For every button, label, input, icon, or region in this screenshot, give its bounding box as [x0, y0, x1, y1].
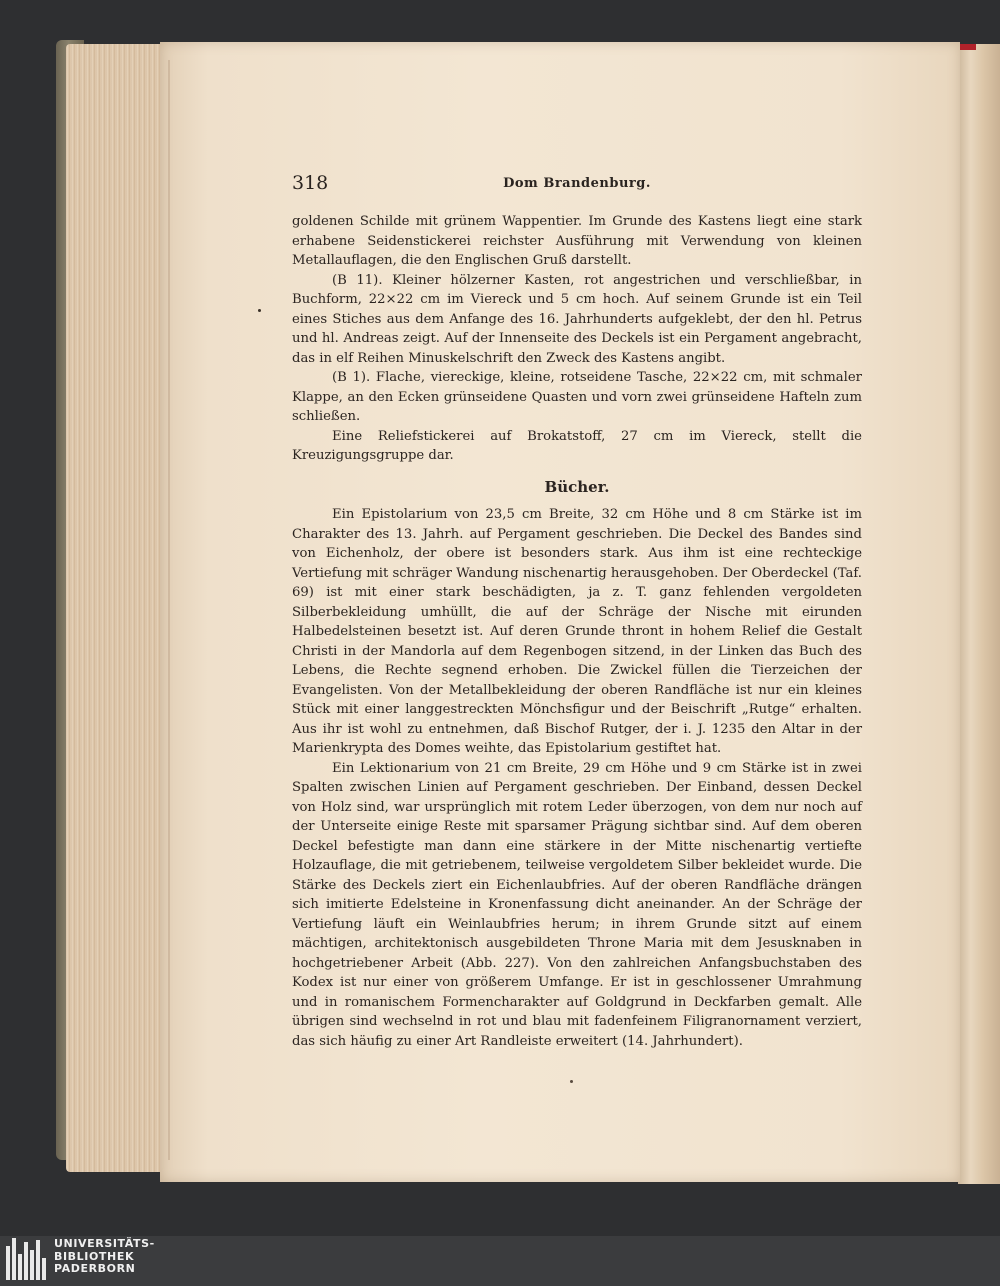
library-name-line: UNIVERSITÄTS- — [54, 1237, 155, 1250]
library-name — [54, 1238, 155, 1276]
paragraph: Eine Reliefstickerei auf Brokatstoff, 27 cm im Viereck, stellt die Kreuzigungsgruppe dar. — [292, 428, 862, 463]
page-header — [292, 170, 862, 198]
paragraph: Ein Epistolarium von 23,5 cm Breite, 32 cm Höhe und 8 cm Stärke ist im Charakter des 13. Jahrh. auf Pergament geschrieben. Die Deckel des Bandes sind von Eichenholz, der obere ist besonders stark. Aus ihm ist eine rechteckige Vertiefung mit schräger Wandung nischenartig herausgehoben. Der Oberdeckel (Taf. 69) ist mit einer stark beschädigten, ja z. T. ganz fehlenden vergoldeten Silberbekleidung umhüllt, die auf der Schräge der Nische mit eirunden Halbedelsteinen besetzt ist. Auf deren Grunde thront in hohem Relief die Gestalt Christi in der Mandorla auf dem Regenbogen sitzend, in der Linken das Buch des Lebens, die Rechte segnend erhoben. Die Zwickel füllen die Tierzeichen der Evangelisten. Von der Metallbekleidung der oberen Randfläche ist nur ein kleines Stück mit einer langgestreckten Mönchsfigur und der Beischrift „Rutge“ erhalten. Aus ihr ist wohl zu entnehmen, daß Bischof Rutger, der i. J. 1235 den Altar in der Marienkrypta des Domes weihte, das Epistolarium gestiftet hat. — [292, 507, 862, 756]
library-name-line: PADERBORN — [54, 1262, 136, 1275]
paragraph: Ein Lektionarium von 21 cm Breite, 29 cm Höhe und 9 cm Stärke ist in zwei Spalten zwischen Linien auf Pergament geschrieben. Der Einband, dessen Deckel von Holz sind, war ursprünglich mit rotem Leder überzogen, von dem nur noch auf der Unterseite einige Reste mit sparsamer Prägung sichtbar sind. Auf dem oberen Deckel befestigte man dann eine stärkere in der Mitte nischenartig vertiefte Holzauflage, die mit getriebenem, teilweise vergoldetem Silber bekleidet wurde. Die Stärke des Deckels ziert ein Eichenlaubfries. Auf der oberen Randfläche drängen sich imitierte Edelsteine in Kronenfassung dicht aneinander. An der Schräge der Vertiefung läuft ein Weinlaubfries herum; in ihrem Grunde sitzt auf einem mächtigen, architektonisch ausgebildeten Throne Maria mit dem Jesusknaben in hochgetriebener Arbeit (Abb. 227). Von den zahlreichen Anfangsbuchstaben des Kodex ist nur einer von größerem Umfange. Er ist in geschlossener Umrahmung und in romanischem Formencharakter auf Goldgrund in Deckfarben gemalt. Alle übrigen sind wechselnd in rot und blau mit fadenfeinem Filigranornament verziert, das sich häufig zu einer Art Randleiste erweitert (14. Jahrhundert). — [292, 760, 862, 1049]
paragraph: (B 1). Flache, viereckige, kleine, rotseidene Tasche, 22×22 cm, mit schmaler Klappe, an den Ecken grünseidene Quasten und vorn zwei grünseidene Hafteln zum schließen. — [292, 370, 862, 424]
body-text — [292, 212, 862, 1051]
page-fold — [168, 60, 170, 1160]
running-head: Dom Brandenburg. — [503, 176, 651, 191]
paragraph: goldenen Schilde mit grünem Wappentier. Im Grunde des Kastens liegt eine stark erhabene Seidenstickerei reichster Ausführung mit Verwendung von kleinen Metallauflagen, die den Englischen Gruß darstellt. — [292, 214, 862, 268]
ink-spot — [570, 1080, 573, 1083]
page-edges — [66, 44, 166, 1172]
paragraph: (B 11). Kleiner hölzerner Kasten, rot angestrichen und verschließbar, in Buchform, 22×22 cm im Viereck und 5 cm hoch. Auf seinem Grunde ist ein Teil eines Stiches aus dem Anfange des 16. Jahrhunderts aufgeklebt, der den hl. Petrus und hl. Andreas zeigt. Auf der Innenseite des Deckels ist ein Pergament angebracht, das in elf Reihen Minuskelschrift den Zweck des Kastens angibt. — [292, 272, 862, 366]
library-logo-icon — [4, 1238, 48, 1282]
library-footer — [0, 1236, 1000, 1286]
section-heading: Bücher. — [544, 477, 610, 496]
facing-page-edge — [958, 44, 1000, 1184]
page-number: 318 — [292, 172, 329, 194]
ink-spot — [258, 309, 261, 312]
library-name-line: BIBLIOTHEK — [54, 1249, 135, 1263]
